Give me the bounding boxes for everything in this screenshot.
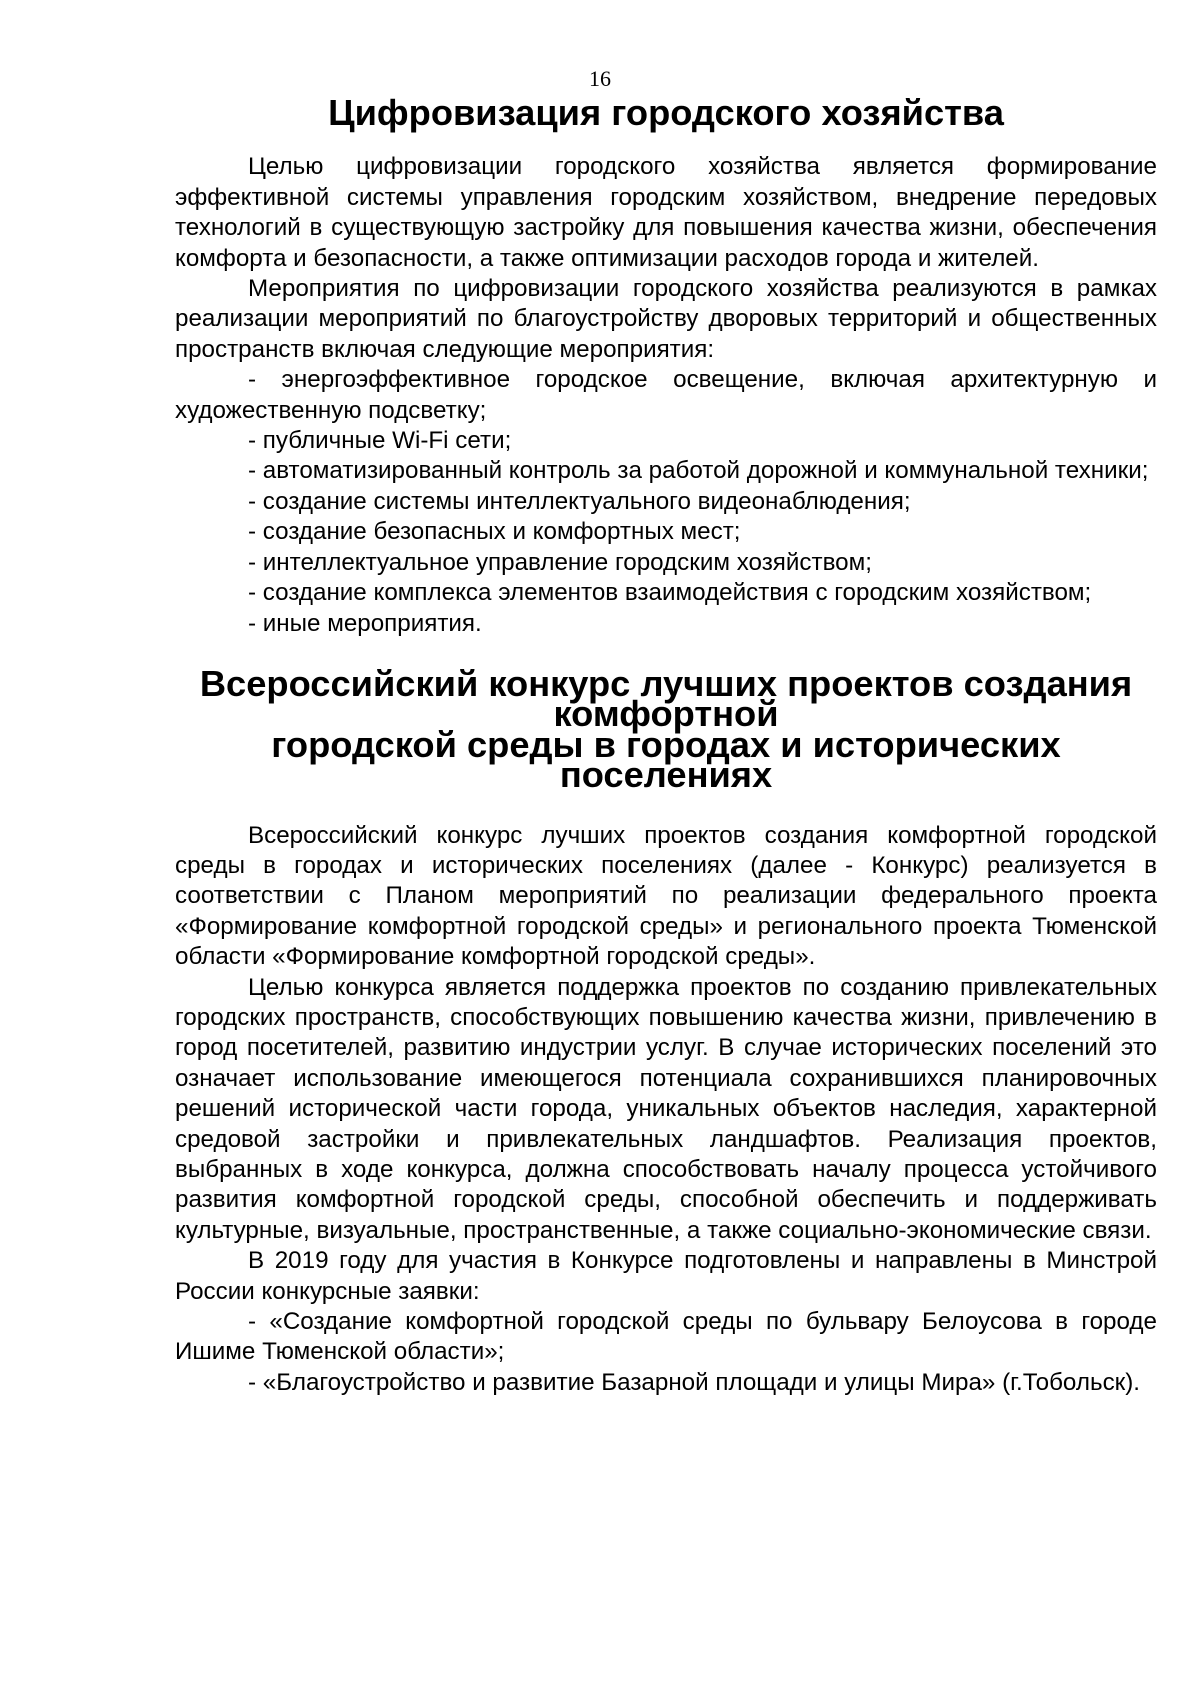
paragraph-contest-2019: В 2019 году для участия в Конкурсе подготовлены и направлены в Минстрой России конкурсные заявки:	[175, 1247, 1157, 1305]
list-item-video-surveillance: - создание системы интеллектуального видеонаблюдения;	[248, 487, 911, 515]
section-title-digitalization: Цифровизация городского хозяйства	[328, 92, 1004, 133]
list-item-other: - иные мероприятия.	[248, 609, 482, 637]
page-number: 16	[589, 66, 611, 91]
paragraph-digitalization-goal: Целью цифровизации городского хозяйства является формирование эффективной системы управления городским хозяйством, внедрение передовых технологий в существующую застройку для повышения качества жизни, обеспечения комфорта и безопасности, а также оптимизации расходов города и жителей.	[175, 153, 1157, 272]
list-item-ishim-application: - «Создание комфортной городской среды по бульвару Белоусова в городе Ишиме Тюменской области»;	[175, 1308, 1157, 1366]
section-title-contest-line-2: городской среды в городах и исторических поселениях	[271, 723, 1061, 796]
list-item-vehicle-control: - автоматизированный контроль за работой дорожной и коммунальной техники;	[248, 457, 1149, 485]
paragraph-contest-goal: Целью конкурса является поддержка проектов по созданию привлекательных городских пространств, способствующих повышению качества жизни, привлечению в город посетителей, развитию индустрии услуг. В случае исторических поселений это означает использование имеющегося потенциала сохранившихся планировочных решений исторической части города, уникальных объектов наследия, характерной средовой застройки и привлекательных ландшафтов. Реализация проектов, выбранных в ходе конкурса, должна способствовать началу процесса устойчивого развития комфортной городской среды, способной обеспечить и поддерживать культурные, визуальные, пространственные, а также социально-экономические связи.	[175, 973, 1157, 1244]
list-item-interaction-complex: - создание комплекса элементов взаимодействия с городским хозяйством;	[248, 579, 1092, 607]
list-item-safe-places: - создание безопасных и комфортных мест;	[248, 518, 741, 546]
list-item-energy-lighting: - энергоэффективное городское освещение, включая архитектурную и художественную подсветку;	[175, 366, 1157, 424]
list-item-wifi: - публичные Wi-Fi сети;	[248, 427, 512, 455]
page-content	[175, 92, 1157, 1398]
section-title-contest	[175, 662, 1157, 796]
list-item-intelligent-management: - интеллектуальное управление городским хозяйством;	[248, 548, 872, 576]
section-title-contest-line-1: Всероссийский конкурс лучших проектов создания комфортной	[199, 662, 1133, 735]
list-item-tobolsk-application: - «Благоустройство и развитие Базарной площади и улицы Мира» (г.Тобольск).	[248, 1368, 1141, 1396]
paragraph-digitalization-measures: Мероприятия по цифровизации городского хозяйства реализуются в рамках реализации мероприятий по благоустройству дворовых территорий и общественных пространств включая следующие мероприятия:	[175, 275, 1157, 363]
paragraph-contest-intro: Всероссийский конкурс лучших проектов создания комфортной городской среды в городах и исторических поселениях (далее - Конкурс) реализуется в соответствии с Планом мероприятий по реализации федерального проекта «Формирование комфортной городской среды» и регионального проекта Тюменской области «Формирование комфортной городской среды».	[175, 821, 1157, 971]
